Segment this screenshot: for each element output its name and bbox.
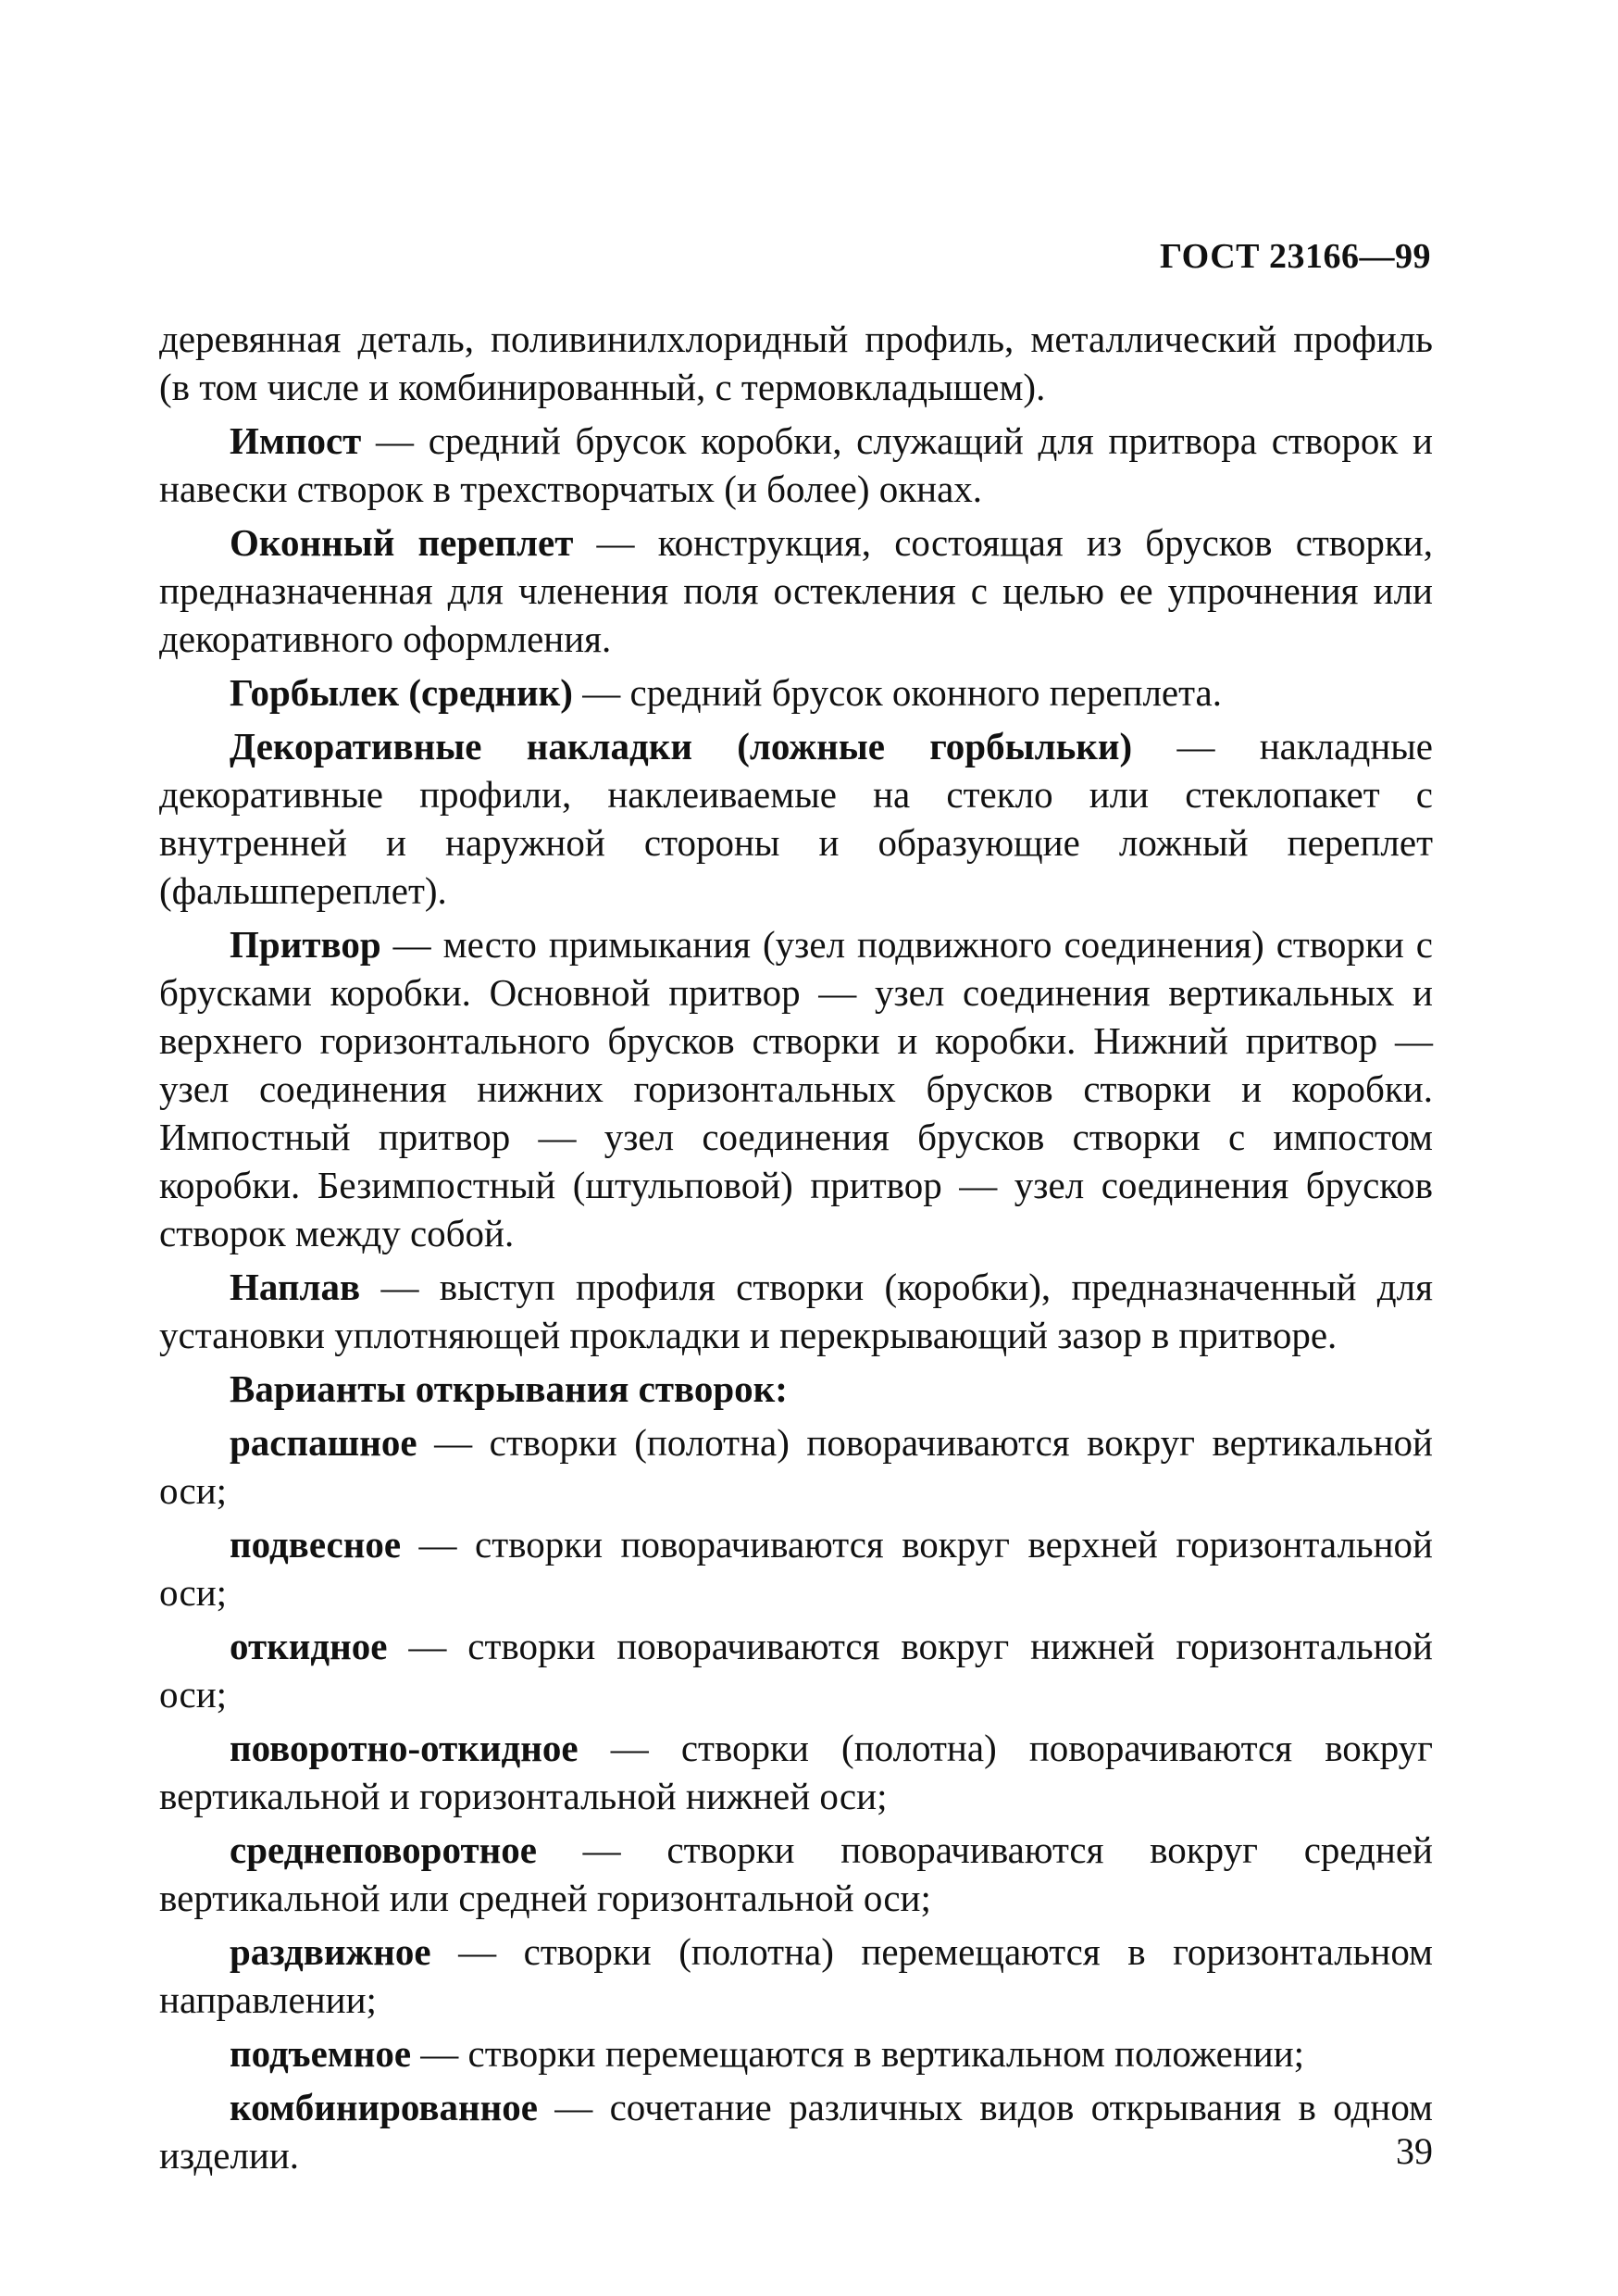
definition-text: — средний брусок коробки, служащий для притвора створок и навески створок в трехстворчатых (и более) окнах. bbox=[159, 419, 1433, 510]
continued-paragraph: деревянная деталь, поливинилхлоридный профиль, металлический профиль (в том числе и комбинированный, с термовкладышем). bbox=[159, 318, 1433, 408]
definition-term: Декоративные накладки (ложные горбыльки) bbox=[230, 725, 1133, 767]
option-item bbox=[159, 1622, 1433, 1718]
definition-impost bbox=[159, 417, 1433, 513]
definition-text: — место примыкания (узел подвижного соединения) створки с брусками коробки. Основной притвор — узел соединения вертикальных и верхнего горизонтального брусков створки и коробки. Нижний притвор — узел соединения нижних горизонтальных брусков створки и коробки. Импостный притвор — узел соединения брусков створки с импостом коробки. Безимпостный (штульповой) притвор — узел соединения брусков створок между собой. bbox=[159, 923, 1433, 1254]
definition-text: — средний брусок оконного переплета. bbox=[572, 671, 1222, 714]
option-item bbox=[159, 2029, 1433, 2078]
definition-term: Горбылек (средник) bbox=[230, 671, 573, 714]
option-text: — створки (полотна) поворачиваются вокруг вертикальной и горизонтальной нижней оси; bbox=[159, 1727, 1433, 1817]
option-text: — створки (полотна) поворачиваются вокруг вертикальной оси; bbox=[159, 1421, 1433, 1512]
option-term: подвесное bbox=[230, 1523, 402, 1566]
option-text: — створки перемещаются в вертикальном положении; bbox=[411, 2032, 1305, 2075]
option-item bbox=[159, 1520, 1433, 1616]
option-item bbox=[159, 1724, 1433, 1820]
option-term: раздвижное bbox=[230, 1930, 431, 1973]
definition-decorative-overlays bbox=[159, 722, 1433, 915]
definition-text: — выступ профиля створки (коробки), предназначенный для установки уплотняющей прокладки и перекрывающий зазор в притворе. bbox=[159, 1266, 1433, 1356]
definition-window-sash bbox=[159, 518, 1433, 663]
option-text: — сочетание различных видов открывания в одном изделии. bbox=[159, 2086, 1433, 2177]
option-text: — створки поворачиваются вокруг нижней горизонтальной оси; bbox=[159, 1625, 1433, 1716]
option-item bbox=[159, 2083, 1433, 2179]
option-term: комбинированное bbox=[230, 2086, 538, 2128]
document-header: ГОСТ 23166—99 bbox=[1159, 237, 1431, 276]
option-term: откидное bbox=[230, 1625, 388, 1667]
definition-text: — накладные декоративные профили, наклеиваемые на стекло или стеклопакет с внутренней и наружной стороны и образующие ложный переплет (фальшпереплет). bbox=[159, 725, 1434, 912]
option-item bbox=[159, 1418, 1433, 1515]
definition-mullion bbox=[159, 668, 1433, 717]
definition-rebate bbox=[159, 920, 1433, 1257]
option-term: подъемное bbox=[230, 2032, 412, 2075]
option-text: — створки поворачиваются вокруг верхней горизонтальной оси; bbox=[159, 1523, 1433, 1614]
definition-text: — конструкция, состоящая из брусков створки, предназначенная для членения поля остекления с целью ее упрочнения или декоративного оформления. bbox=[159, 521, 1433, 660]
definition-overlap bbox=[159, 1263, 1433, 1359]
option-item bbox=[159, 1826, 1433, 1922]
definition-term: Импост bbox=[230, 419, 362, 462]
definition-term: Притвор bbox=[230, 923, 381, 966]
page-body bbox=[159, 315, 1433, 2185]
option-item bbox=[159, 1928, 1433, 2024]
option-text: — створки (полотна) перемещаются в горизонтальном направлении; bbox=[159, 1930, 1433, 2021]
options-heading: Варианты открывания створок: bbox=[230, 1367, 788, 1410]
option-term: распашное bbox=[230, 1421, 417, 1464]
option-term: среднеповоротное bbox=[230, 1828, 537, 1871]
option-term: поворотно-откидное bbox=[230, 1727, 579, 1769]
option-text: — створки поворачиваются вокруг средней вертикальной или средней горизонтальной оси; bbox=[159, 1828, 1433, 1919]
definition-term: Оконный переплет bbox=[230, 521, 574, 564]
definition-term: Наплав bbox=[230, 1266, 361, 1308]
page-number: 39 bbox=[1396, 2130, 1433, 2172]
